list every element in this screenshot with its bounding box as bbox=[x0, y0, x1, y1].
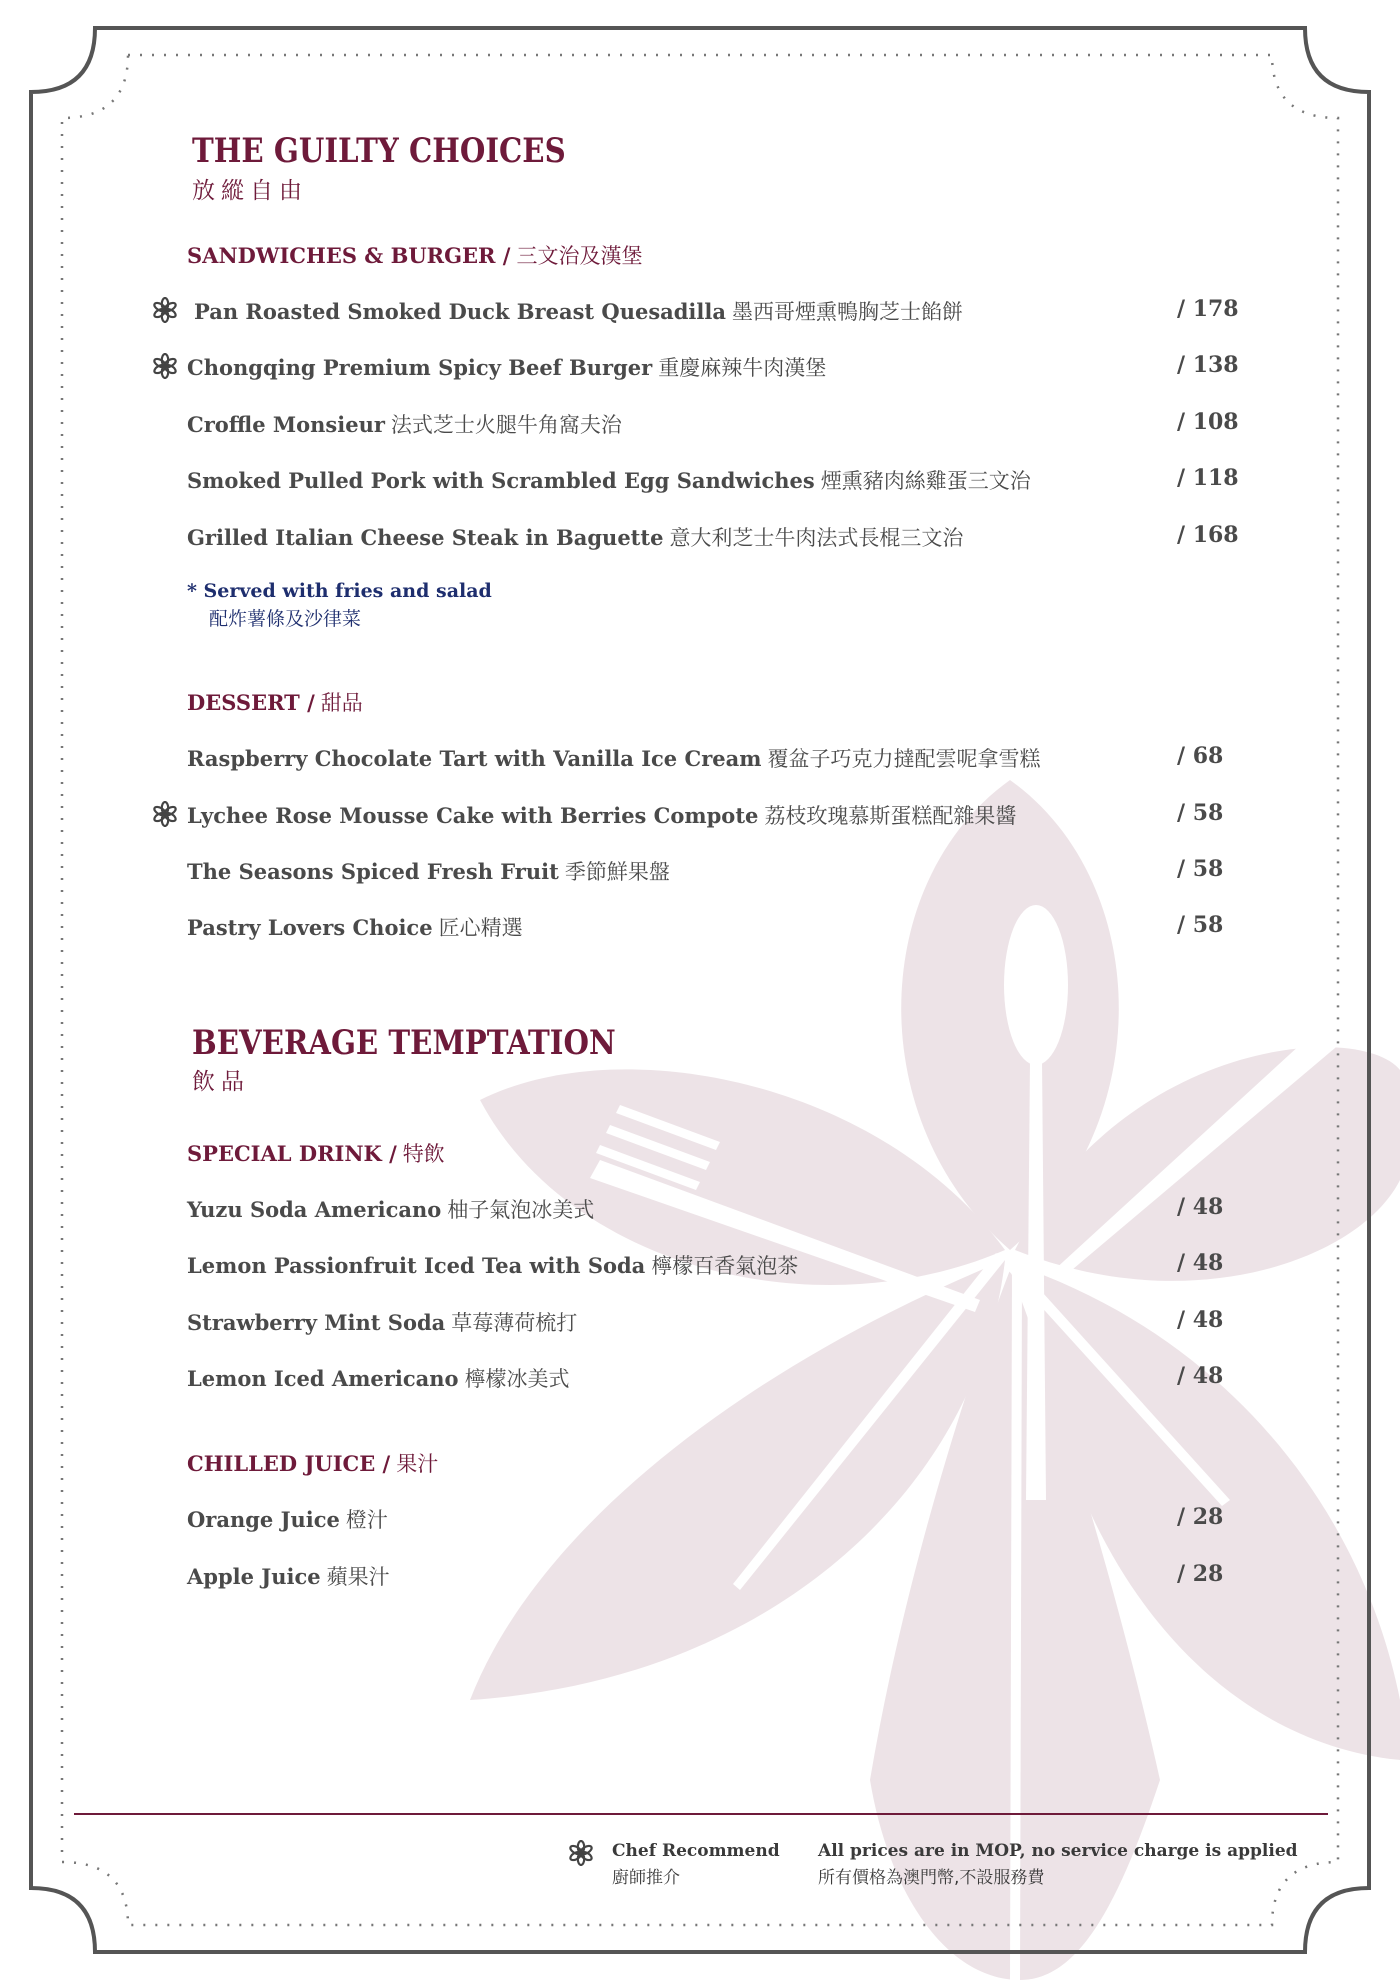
category-chilled-juice bbox=[187, 1448, 438, 1478]
category-label-zh: 果汁 bbox=[396, 1452, 439, 1476]
chef-recommend-icon bbox=[152, 801, 178, 827]
category-label-zh: 三文治及漢堡 bbox=[516, 244, 643, 268]
price-note-zh: 所有價格為澳門幣,不設服務費 bbox=[818, 1868, 1045, 1888]
menu-item bbox=[187, 912, 1247, 946]
item-price: / 58 bbox=[1177, 912, 1224, 938]
item-name-zh: 草莓薄荷梳打 bbox=[451, 1311, 578, 1335]
chef-recommend-label-zh: 廚師推介 bbox=[612, 1868, 680, 1888]
item-name: Raspberry Chocolate Tart with Vanilla Ice Cream bbox=[187, 746, 762, 771]
item-name-zh: 季節鮮果盤 bbox=[564, 860, 670, 884]
served-with-note-zh: 配炸薯條及沙律菜 bbox=[209, 608, 362, 630]
item-price: / 68 bbox=[1177, 743, 1224, 769]
price-note: All prices are in MOP, no service charge is applied bbox=[818, 1841, 1298, 1861]
menu-item bbox=[187, 1250, 1247, 1284]
category-label: SANDWICHES & BURGER / bbox=[187, 243, 511, 268]
menu-item bbox=[187, 409, 1247, 443]
section-title-beverage: BEVERAGE TEMPTATION bbox=[192, 1023, 616, 1063]
item-price: / 178 bbox=[1177, 296, 1239, 322]
item-name: Pan Roasted Smoked Duck Breast Quesadilla bbox=[194, 299, 726, 324]
item-name-zh: 荔枝玫瑰慕斯蛋糕配雜果醬 bbox=[764, 804, 1017, 828]
category-dessert bbox=[187, 687, 363, 717]
item-name: Chongqing Premium Spicy Beef Burger bbox=[187, 355, 653, 380]
item-name-zh: 意大利芝士牛肉法式長棍三文治 bbox=[669, 526, 964, 550]
item-price: / 168 bbox=[1177, 522, 1239, 548]
category-label-zh: 甜品 bbox=[320, 691, 363, 715]
item-price: / 48 bbox=[1177, 1194, 1224, 1220]
item-price: / 108 bbox=[1177, 409, 1239, 435]
category-label-zh: 特飲 bbox=[402, 1142, 445, 1166]
menu-item bbox=[187, 856, 1247, 890]
item-name-zh: 覆盆子巧克力撻配雲呢拿雪糕 bbox=[767, 747, 1041, 771]
menu-item bbox=[187, 743, 1247, 777]
item-price: / 48 bbox=[1177, 1363, 1224, 1389]
served-with-note: * Served with fries and salad bbox=[187, 580, 492, 602]
item-price: / 28 bbox=[1177, 1504, 1224, 1530]
item-price: / 28 bbox=[1177, 1561, 1224, 1587]
item-name: Croffle Monsieur bbox=[187, 412, 385, 437]
menu-item bbox=[187, 522, 1247, 556]
item-name: Lemon Passionfruit Iced Tea with Soda bbox=[187, 1253, 646, 1278]
category-label: CHILLED JUICE / bbox=[187, 1451, 391, 1476]
menu-item bbox=[187, 800, 1247, 834]
menu-item bbox=[187, 1363, 1247, 1397]
item-name-zh: 匠心精選 bbox=[438, 916, 523, 940]
item-name: Grilled Italian Cheese Steak in Baguette bbox=[187, 525, 664, 550]
item-name-zh: 重慶麻辣牛肉漢堡 bbox=[658, 356, 827, 380]
item-name: The Seasons Spiced Fresh Fruit bbox=[187, 859, 559, 884]
item-name-zh: 柚子氣泡冰美式 bbox=[447, 1198, 595, 1222]
chef-recommend-icon bbox=[568, 1840, 594, 1866]
item-name: Apple Juice bbox=[187, 1564, 321, 1589]
section-subtitle-guilty: 放縱自由 bbox=[192, 178, 308, 204]
item-price: / 58 bbox=[1177, 856, 1224, 882]
footer-divider bbox=[74, 1813, 1328, 1815]
item-name: Orange Juice bbox=[187, 1507, 340, 1532]
section-subtitle-beverage: 飲品 bbox=[192, 1069, 250, 1095]
chef-recommend-label: Chef Recommend bbox=[612, 1841, 780, 1861]
menu-item bbox=[187, 1307, 1247, 1341]
item-price: / 48 bbox=[1177, 1307, 1224, 1333]
item-price: / 58 bbox=[1177, 800, 1224, 826]
item-name-zh: 橙汁 bbox=[345, 1508, 388, 1532]
menu-item bbox=[187, 352, 1247, 386]
item-price: / 48 bbox=[1177, 1250, 1224, 1276]
menu-item bbox=[187, 296, 1247, 330]
item-price: / 118 bbox=[1177, 465, 1239, 491]
item-name-zh: 墨西哥煙熏鴨胸芝士餡餅 bbox=[731, 300, 963, 324]
chef-recommend-icon bbox=[152, 353, 178, 379]
item-name-zh: 檸檬冰美式 bbox=[464, 1367, 570, 1391]
item-name: Lemon Iced Americano bbox=[187, 1366, 459, 1391]
item-name: Smoked Pulled Pork with Scrambled Egg Sandwiches bbox=[187, 468, 815, 493]
category-label: DESSERT / bbox=[187, 690, 315, 715]
section-title-guilty: THE GUILTY CHOICES bbox=[192, 131, 566, 171]
item-name-zh: 煙熏豬肉絲雞蛋三文治 bbox=[820, 469, 1031, 493]
item-price: / 138 bbox=[1177, 352, 1239, 378]
menu-item bbox=[187, 1561, 1247, 1595]
category-sandwiches bbox=[187, 240, 642, 270]
menu-item bbox=[187, 1194, 1247, 1228]
category-label: SPECIAL DRINK / bbox=[187, 1141, 397, 1166]
item-name: Lychee Rose Mousse Cake with Berries Compote bbox=[187, 803, 759, 828]
chef-recommend-icon bbox=[152, 297, 178, 323]
item-name-zh: 檸檬百香氣泡茶 bbox=[651, 1254, 799, 1278]
item-name-zh: 法式芝士火腿牛角窩夫治 bbox=[390, 413, 622, 437]
item-name: Pastry Lovers Choice bbox=[187, 915, 433, 940]
item-name-zh: 蘋果汁 bbox=[326, 1565, 390, 1589]
category-special-drink bbox=[187, 1138, 445, 1168]
item-name: Yuzu Soda Americano bbox=[187, 1197, 442, 1222]
menu-item bbox=[187, 1504, 1247, 1538]
menu-item bbox=[187, 465, 1247, 499]
item-name: Strawberry Mint Soda bbox=[187, 1310, 446, 1335]
